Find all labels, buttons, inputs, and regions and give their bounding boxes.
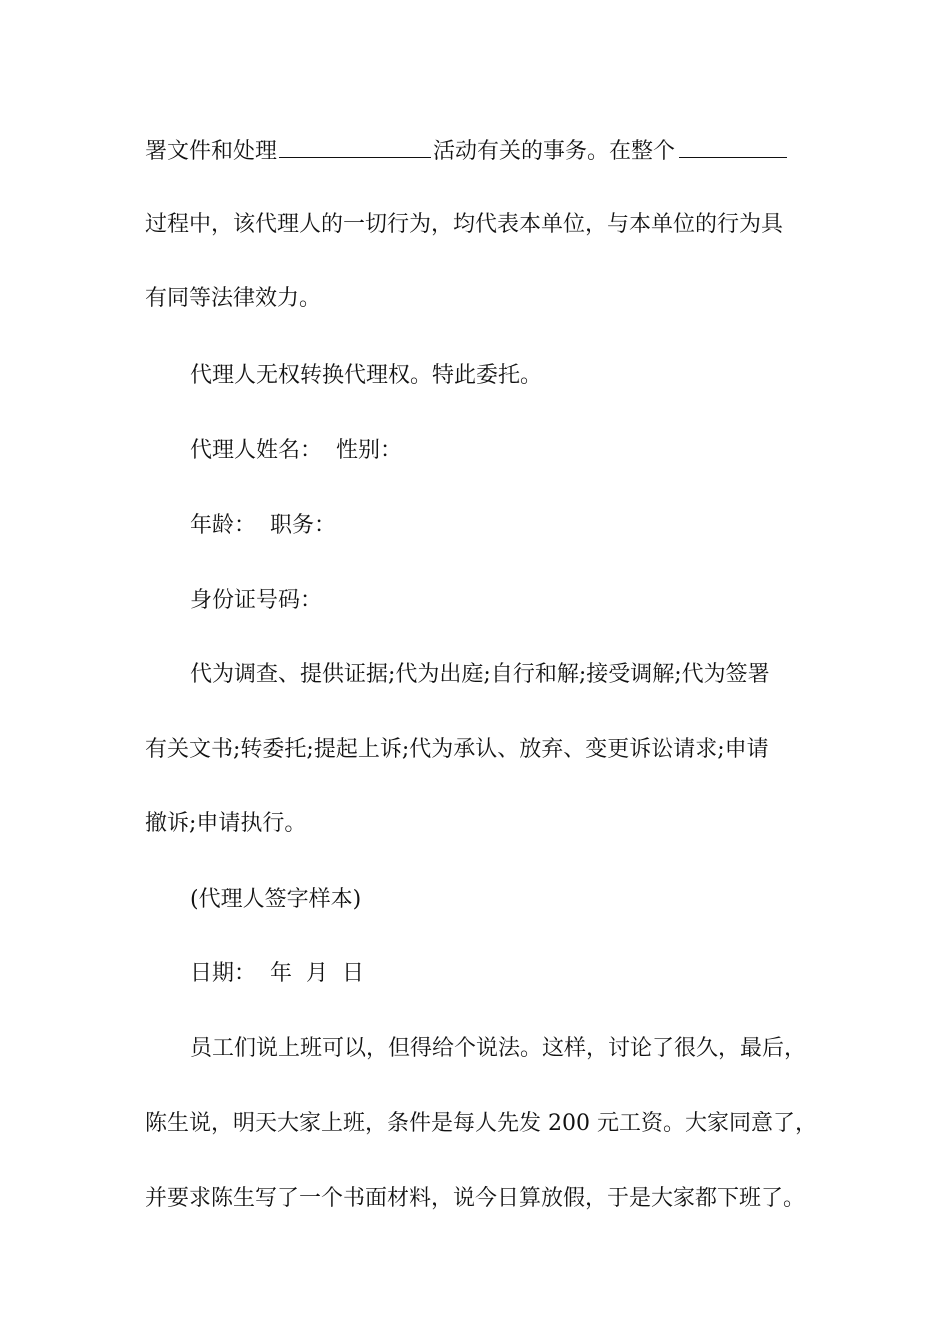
age-position-line: 年龄： 职务：	[190, 513, 336, 538]
agent-name-gender-line: 代理人姓名： 性别：	[190, 438, 402, 463]
fill-in-blank	[679, 137, 787, 158]
text-segment: 署文件和处理	[145, 139, 278, 164]
paragraph-line: 并要求陈生写了一个书面材料，说今日算放假，于是大家都下班了。	[145, 1186, 806, 1211]
paragraph-line: 陈生说，明天大家上班，条件是每人先发 200 元工资。大家同意了，	[145, 1111, 817, 1136]
paragraph-line: 代为调查、提供证据;代为出庭;自行和解;接受调解;代为签署	[190, 662, 770, 687]
paragraph-line	[145, 137, 815, 167]
signature-sample-label: (代理人签字样本)	[190, 887, 362, 912]
paragraph-line: 过程中，该代理人的一切行为，均代表本单位，与本单位的行为具	[145, 212, 784, 237]
date-line: 日期： 年 月 日	[190, 961, 364, 986]
paragraph-line: 有关文书;转委托;提起上诉;代为承认、放弃、变更诉讼请求;申请	[145, 737, 769, 762]
paragraph-line: 有同等法律效力。	[145, 286, 322, 311]
text-segment: 活动有关的事务。在整个	[433, 139, 676, 164]
fill-in-blank	[279, 137, 431, 158]
paragraph-line: 撤诉;申请执行。	[145, 811, 307, 836]
id-number-line: 身份证号码：	[190, 588, 323, 613]
paragraph-line: 代理人无权转换代理权。特此委托。	[190, 363, 543, 388]
paragraph-line: 员工们说上班可以，但得给个说法。这样，讨论了很久，最后，	[190, 1036, 807, 1061]
